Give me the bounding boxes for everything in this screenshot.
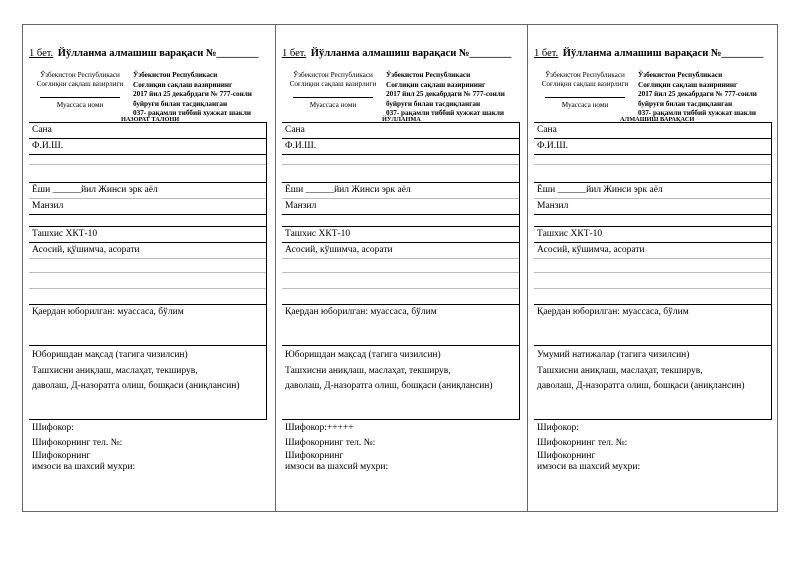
rule bbox=[534, 242, 771, 243]
diagnosis-field-label: Ташхис ХКТ-10 bbox=[537, 229, 603, 239]
form-title bbox=[534, 48, 763, 59]
address-field-label: Манзил bbox=[537, 201, 569, 211]
form-fields-box bbox=[282, 122, 520, 420]
rule bbox=[282, 304, 519, 305]
doctor-field-label: Шифокор: bbox=[32, 423, 74, 433]
rule bbox=[534, 122, 771, 123]
rule bbox=[282, 242, 519, 243]
rule bbox=[29, 214, 266, 215]
institution-underline bbox=[293, 92, 373, 98]
rule bbox=[29, 182, 266, 183]
approval-line-5: 037- рақамли тиббий хужжат шакли bbox=[133, 109, 252, 117]
rule bbox=[282, 272, 519, 273]
approval-line-3: 2017 йил 25 декабрдаги № 777-сонли bbox=[638, 90, 757, 98]
rule bbox=[29, 258, 266, 259]
rule bbox=[282, 419, 519, 420]
approval-line-4: буйруғи билан тасдиқланган bbox=[133, 99, 228, 108]
form-sheet bbox=[22, 24, 778, 512]
ministry-header bbox=[534, 71, 636, 110]
exchange-sheet-panel bbox=[527, 25, 778, 511]
approval-line-3: 2017 йил 25 декабрдаги № 777-сонли bbox=[386, 90, 505, 98]
approval-line-2: Соғлиқни сақлаш вазирининг bbox=[133, 80, 233, 89]
ministry-line-2: Соғлиқни сақлаш вазирлиги bbox=[541, 80, 629, 88]
rule bbox=[29, 122, 266, 123]
rule bbox=[534, 419, 771, 420]
approval-line-1: Ўзбекистон Республикаси bbox=[638, 71, 723, 79]
page-label: 1 бет. bbox=[534, 48, 559, 59]
form-title-text: Йўлланма алмашиш варақаси №________ bbox=[310, 48, 512, 59]
date-field-label: Сана bbox=[537, 125, 557, 135]
approval-line-1: Ўзбекистон Республикаси bbox=[386, 71, 471, 79]
rule bbox=[29, 138, 266, 139]
purpose-title-label: Умумий натижалар (тагига чизилсин) bbox=[537, 350, 690, 360]
form-title bbox=[282, 48, 511, 59]
approval-line-1: Ўзбекистон Республикаси bbox=[133, 71, 218, 79]
diagnosis-field-label: Ташхис ХКТ-10 bbox=[32, 229, 98, 239]
name-field-label: Ф.И.Ш. bbox=[537, 141, 569, 151]
signature-label-line-1: Шифокорнинг bbox=[537, 451, 596, 461]
doctor-phone-field-label: Шифокорнинг тел. №: bbox=[537, 438, 628, 448]
doctor-phone-field-label: Шифокорнинг тел. №: bbox=[32, 438, 123, 448]
institution-underline bbox=[40, 92, 120, 98]
institution-label: Муассаса номи bbox=[309, 101, 357, 109]
rule bbox=[29, 272, 266, 273]
ministry-line-1: Ўзбекистон Республикаси bbox=[545, 71, 625, 79]
approval-header bbox=[638, 71, 783, 119]
sent-from-field-label: Қаердан юборилган: муассаса, бўлим bbox=[32, 307, 184, 317]
approval-line-5: 037- рақамли тиббий хужжат шакли bbox=[386, 109, 505, 117]
rule bbox=[282, 258, 519, 259]
signature-label-line-2: имзоси ва шахсий мухри: bbox=[285, 462, 389, 472]
form-title bbox=[29, 48, 258, 59]
rule bbox=[282, 182, 519, 183]
doctor-field-label: Шифокор: bbox=[537, 423, 579, 433]
page-label: 1 бет. bbox=[29, 48, 54, 59]
form-fields-box bbox=[29, 122, 267, 420]
rule bbox=[282, 122, 519, 123]
approval-line-3: 2017 йил 25 декабрдаги № 777-сонли bbox=[133, 90, 252, 98]
rule bbox=[282, 345, 519, 346]
purpose-title-label: Юборишдан мақсад (тагига чизилсин) bbox=[285, 350, 441, 360]
ministry-header bbox=[282, 71, 384, 110]
rule bbox=[29, 154, 266, 155]
rule bbox=[534, 345, 771, 346]
doctor-field-label: Шифокор:+++++ bbox=[285, 423, 354, 433]
purpose-options-line-1: Ташхисни аниқлаш, маслаҳат, текширув, bbox=[537, 366, 703, 376]
form-fields-box bbox=[534, 122, 772, 420]
referral-panel bbox=[275, 25, 527, 511]
sent-from-field-label: Қаердан юборилган: муассаса, бўлим bbox=[285, 307, 437, 317]
approval-line-2: Соғлиқни сақлаш вазирининг bbox=[386, 80, 486, 89]
rule bbox=[29, 288, 266, 289]
ministry-line-2: Соғлиқни сақлаш вазирлиги bbox=[36, 80, 124, 88]
signature-label-line-2: имзоси ва шахсий мухри: bbox=[537, 462, 641, 472]
rule bbox=[29, 345, 266, 346]
rule bbox=[29, 242, 266, 243]
rule bbox=[534, 198, 771, 199]
rule bbox=[282, 288, 519, 289]
form-type-label: ЙЎЛЛАНМА bbox=[382, 116, 421, 123]
name-field-label: Ф.И.Ш. bbox=[32, 141, 64, 151]
rule bbox=[534, 182, 771, 183]
purpose-options-line-1: Ташхисни аниқлаш, маслаҳат, текширув, bbox=[285, 366, 451, 376]
rule bbox=[534, 272, 771, 273]
date-field-label: Сана bbox=[285, 125, 305, 135]
diagnosis-types-label: Асосий, қўшимча, асорати bbox=[32, 245, 140, 255]
approval-header bbox=[386, 71, 531, 119]
rule bbox=[534, 288, 771, 289]
sent-from-field-label: Қаердан юборилган: муассаса, бўлим bbox=[537, 307, 689, 317]
institution-label: Муассаса номи bbox=[56, 101, 104, 109]
age-gender-field-label: Ёши ______йил Жинси эрк аёл bbox=[537, 185, 663, 195]
rule bbox=[29, 198, 266, 199]
approval-line-4: буйруғи билан тасдиқланган bbox=[386, 99, 481, 108]
approval-line-5: 037- рақамли тиббий хужжат шакли bbox=[638, 109, 757, 117]
rule bbox=[534, 258, 771, 259]
rule bbox=[282, 198, 519, 199]
age-gender-field-label: Ёши ______йил Жинси эрк аёл bbox=[285, 185, 411, 195]
purpose-options-line-1: Ташхисни аниқлаш, маслаҳат, текширув, bbox=[32, 366, 198, 376]
rule bbox=[29, 164, 266, 165]
rule bbox=[534, 138, 771, 139]
diagnosis-types-label: Асосий, кўшимча, асорати bbox=[537, 245, 645, 255]
ministry-line-1: Ўзбекистон Республикаси bbox=[40, 71, 120, 79]
ministry-line-2: Соғлиқни сақлаш вазирлиги bbox=[289, 80, 377, 88]
institution-underline bbox=[545, 92, 625, 98]
rule bbox=[282, 154, 519, 155]
approval-line-4: буйруғи билан тасдиқланган bbox=[638, 99, 733, 108]
form-title-text: Йўлланма алмашиш варақаси №________ bbox=[562, 48, 764, 59]
approval-header bbox=[133, 71, 278, 119]
signature-label-line-1: Шифокорнинг bbox=[285, 451, 344, 461]
signature-label-line-1: Шифокорнинг bbox=[32, 451, 91, 461]
diagnosis-field-label: Ташхис ХКТ-10 bbox=[285, 229, 351, 239]
doctor-phone-field-label: Шифокорнинг тел. №: bbox=[285, 438, 376, 448]
name-field-label: Ф.И.Ш. bbox=[285, 141, 317, 151]
page-label: 1 бет. bbox=[282, 48, 307, 59]
rule bbox=[29, 226, 266, 227]
date-field-label: Сана bbox=[32, 125, 52, 135]
address-field-label: Манзил bbox=[285, 201, 317, 211]
purpose-options-line-2: даволаш, Д-назоратга олиш, бошқаси (аниқлансин) bbox=[537, 381, 745, 391]
form-type-label: НАЗОРАТ ТАЛОНИ bbox=[121, 116, 180, 123]
rule bbox=[282, 214, 519, 215]
ministry-header bbox=[29, 71, 131, 110]
diagnosis-types-label: Асосий, кўшимча, асорати bbox=[285, 245, 393, 255]
institution-label: Муассаса номи bbox=[561, 101, 609, 109]
form-title-text: Йўлланма алмашиш варақаси №________ bbox=[57, 48, 259, 59]
rule bbox=[534, 214, 771, 215]
address-field-label: Манзил bbox=[32, 201, 64, 211]
control-slip-panel bbox=[23, 25, 275, 511]
rule bbox=[282, 164, 519, 165]
rule bbox=[282, 138, 519, 139]
rule bbox=[534, 154, 771, 155]
age-gender-field-label: Ёши ______йил Жинси эрк аёл bbox=[32, 185, 158, 195]
rule bbox=[534, 304, 771, 305]
purpose-options-line-2: даволаш, Д-назоратга олиш, бошқаси (аниқлансин) bbox=[32, 381, 240, 391]
approval-line-2: Соғлиқни сақлаш вазирининг bbox=[638, 80, 738, 89]
ministry-line-1: Ўзбекистон Республикаси bbox=[293, 71, 373, 79]
purpose-title-label: Юборишдан мақсад (тагига чизилсин) bbox=[32, 350, 188, 360]
rule bbox=[29, 304, 266, 305]
form-type-label: АЛМАШИШ ВАРАҚАСИ bbox=[620, 116, 695, 123]
rule bbox=[282, 226, 519, 227]
rule bbox=[29, 419, 266, 420]
signature-label-line-2: имзоси ва шахсий мухри: bbox=[32, 462, 136, 472]
purpose-options-line-2: даволаш, Д-назоратга олиш, бошқаси (аниқлансин) bbox=[285, 381, 493, 391]
rule bbox=[534, 164, 771, 165]
rule bbox=[534, 226, 771, 227]
